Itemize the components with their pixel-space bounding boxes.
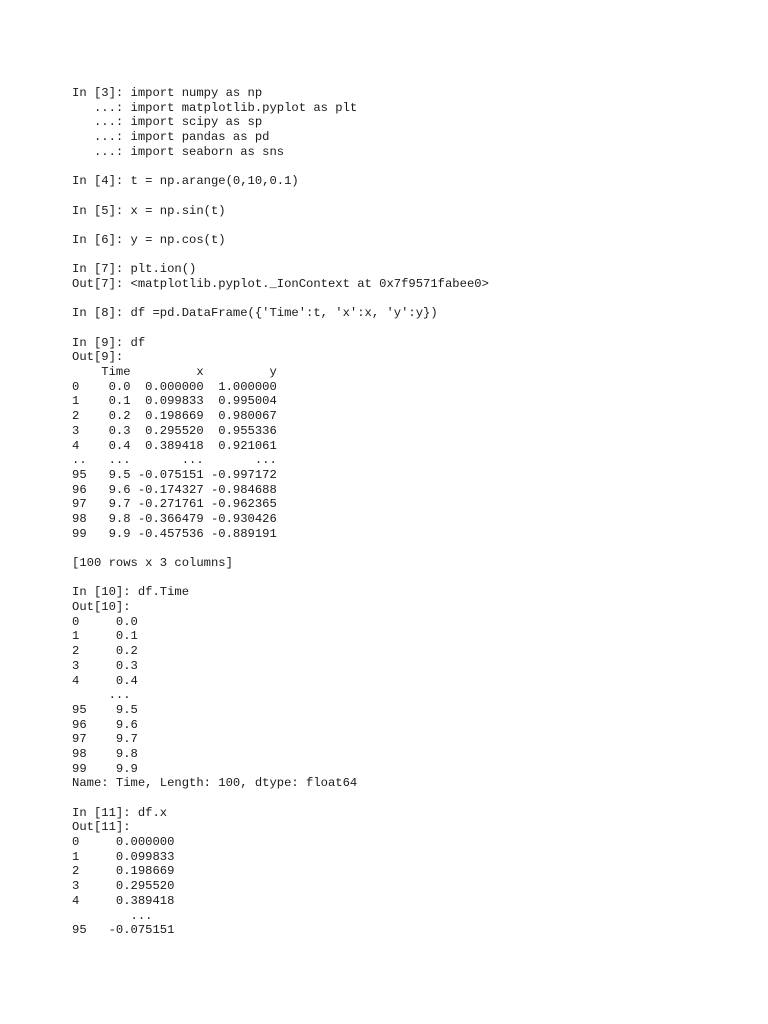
blank-line <box>72 292 752 307</box>
input-prompt-line: In [3]: import numpy as np <box>72 86 263 100</box>
continuation-line: ...: import pandas as pd <box>72 130 270 145</box>
output-line: 97 9.7 <box>72 732 138 747</box>
output-line: 3 0.3 0.295520 0.955336 <box>72 423 277 438</box>
output-line: ... <box>72 908 153 923</box>
output-prompt-line: Out[9]: <box>72 350 124 365</box>
output-line: 1 0.099833 <box>72 849 175 864</box>
output-line: 95 -0.075151 <box>72 923 175 938</box>
output-line: 1 0.1 <box>72 629 138 644</box>
output-line: 3 0.3 <box>72 658 138 673</box>
output-line: 2 0.198669 <box>72 864 175 879</box>
output-line: Time x y <box>72 365 277 380</box>
continuation-line: ...: import scipy as sp <box>72 115 263 130</box>
blank-line <box>72 321 752 336</box>
output-line: 4 0.389418 <box>72 893 175 908</box>
blank-line <box>72 189 752 204</box>
console-transcript <box>72 86 752 938</box>
output-line: .. ... ... ... <box>72 453 277 468</box>
continuation-line: ...: import seaborn as sns <box>72 144 285 159</box>
output-line: 99 9.9 -0.457536 -0.889191 <box>72 526 277 541</box>
output-line: ... <box>72 688 131 703</box>
output-line: 96 9.6 <box>72 717 138 732</box>
output-line: 96 9.6 -0.174327 -0.984688 <box>72 482 277 497</box>
output-prompt-line: Out[11]: <box>72 820 131 835</box>
output-line: 4 0.4 0.389418 0.921061 <box>72 438 277 453</box>
output-line: 0 0.000000 <box>72 835 175 850</box>
output-line: 3 0.295520 <box>72 879 175 894</box>
output-line: 0 0.0 0.000000 1.000000 <box>72 379 277 394</box>
input-prompt-line: In [11]: df.x <box>72 805 168 820</box>
output-line: [100 rows x 3 columns] <box>72 556 233 570</box>
output-line: 95 9.5 -0.075151 -0.997172 <box>72 467 277 482</box>
output-prompt-line: Out[10]: <box>72 600 131 615</box>
input-prompt-line: In [9]: df <box>72 335 146 350</box>
blank-line <box>72 571 752 586</box>
output-line: 95 9.5 <box>72 702 138 717</box>
blank-line <box>72 791 752 806</box>
output-line: Name: Time, Length: 100, dtype: float64 <box>72 776 358 791</box>
blank-line <box>72 248 752 263</box>
continuation-line: ...: import matplotlib.pyplot as plt <box>72 100 358 115</box>
output-line: 4 0.4 <box>72 673 138 688</box>
input-prompt-line: In [6]: y = np.cos(t) <box>72 232 226 247</box>
blank-line <box>72 159 752 174</box>
input-prompt-line: In [4]: t = np.arange(0,10,0.1) <box>72 174 299 189</box>
output-line: 97 9.7 -0.271761 -0.962365 <box>72 497 277 512</box>
input-prompt-line: In [7]: plt.ion() <box>72 262 197 277</box>
blank-line <box>72 541 752 556</box>
output-prompt-line: Out[7]: <matplotlib.pyplot._IonContext at 0x7f9571fabee0> <box>72 276 489 291</box>
input-prompt-line: In [8]: df =pd.DataFrame({'Time':t, 'x':x, 'y':y}) <box>72 306 438 321</box>
output-line: 0 0.0 <box>72 614 138 629</box>
output-line: 1 0.1 0.099833 0.995004 <box>72 394 277 409</box>
input-prompt-line: In [5]: x = np.sin(t) <box>72 203 226 218</box>
output-line: 2 0.2 0.198669 0.980067 <box>72 409 277 424</box>
output-line: 98 9.8 <box>72 746 138 761</box>
output-line: 98 9.8 -0.366479 -0.930426 <box>72 511 277 526</box>
output-line: 2 0.2 <box>72 644 138 659</box>
output-line: 99 9.9 <box>72 761 138 776</box>
input-prompt-line: In [10]: df.Time <box>72 585 190 600</box>
blank-line <box>72 218 752 233</box>
